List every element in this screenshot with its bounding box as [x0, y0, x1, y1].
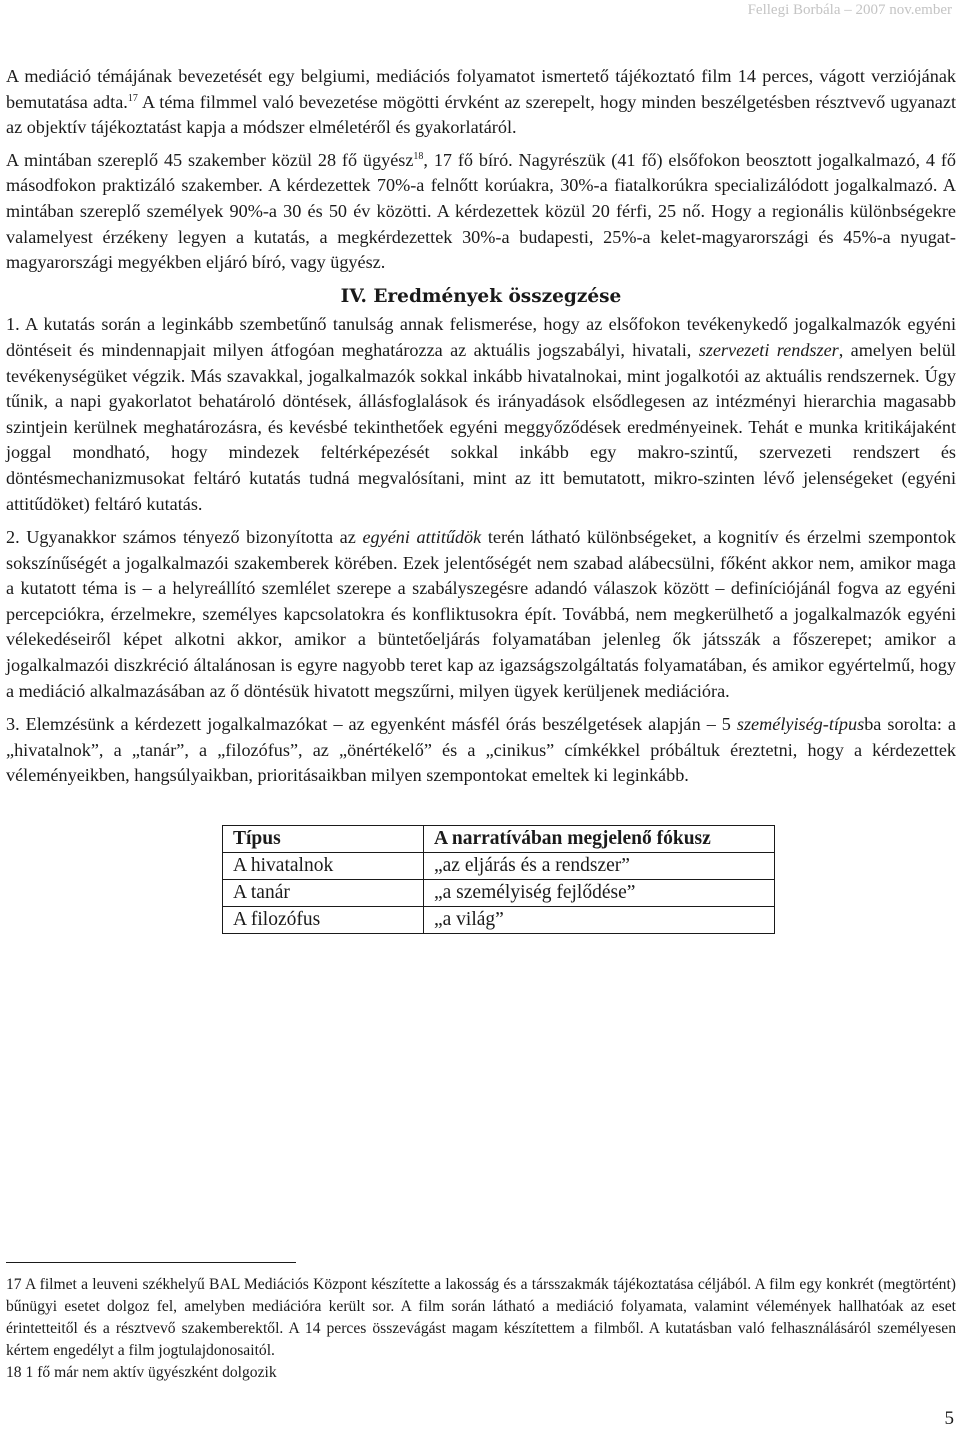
table-cell: A tanár: [223, 880, 424, 907]
paragraph-result-1: 1. A kutatás során a leginkább szembetűnő tanulság annak felismerése, hogy az elsőfokon tevékenykedő jogalkalmazók egyéni döntéseit és mindennapjait milyen átfogóan meghatározza az aktuális jogszabályi, hivatali, szervezeti rendszer, amelyen belül tevékenységüket végzik. Más szavakkal, jogalkalmazók sokkal inkább hivatalnokai, mint jogalkotói az aktuális rendszernek. Úgy tűnik, a napi gyakorlatot behatároló döntések, állásfoglalások és irányadások elsődlegesen az intézményi hierarchia magasabb szintjein kerülnek meghatározásra, és kevésbé tekinthetőek egyéni meggyőződések eredményeinek. Tehát e munka kritikájaként joggal mondható, hogy mindezek feltérképezését sokkal inkább egy makro-szintű, szervezeti rendszert és döntésmechanizmusokat feltáró kutatás tudná megvalósítani, mint az itt bemutatott, mikro-szinten lévő jelenségeket (egyéni attitűdöket) feltáró kutatás.: [6, 314, 956, 514]
personality-types-table: [222, 825, 775, 934]
paragraph-sample: A mintában szereplő 45 szakember közül 28 fő ügyész$^{18}$, 17 fő bíró. Nagyrészük (41 fő) elsőfokon beosztott jogalkalmazó, 4 fő másodfokon praktizáló szakember. A kérdezettek 70%-a felnőtt korúakra, 30%-a fiatalkorúkra specializálódott jogalkalmazó. A mintában szereplő személyek 90%-a 30 és 50 év közötti. A kérdezettek közül 20 férfi, 25 nő. Hogy a regionális különbségekre valamelyest érzékeny legyen a kutatás, a megkérdezettek 30%-a budapesti, 25%-a kelet-magyarországi és 45%-a nyugat-magyarországi megyékben eljáró bíró, vagy ügyész.: [6, 149, 956, 273]
table-cell: „a személyiség fejlődése”: [424, 880, 775, 907]
footnote-17: 17 A filmet a leuveni székhelyű BAL Mediációs Központ készítette a lakosság és a társszakmák tájékoztatása céljából. A film egy konkrét (megtörtént) bűnügyi esetet dolgoz fel, amelyben mediációra került sor. A film során látható a mediáció folyamata, valamint vélemények hallhatóak az eset érintetteitől és a résztvevő szakemberektől. A 14 perces összevágást magam készítettem a filmből. A kutatásban való felhasználásáról személyesen kértem engedélyt a film jogtulajdonosaitól.: [6, 1276, 956, 1359]
footnotes: [6, 1274, 956, 1384]
footnote-ref-17[interactable]: 17: [127, 92, 138, 104]
paragraph-result-2: 2. Ugyanakkor számos tényező bizonyította az egyéni attitűdök terén látható különbségeket, a kognitív és érzelmi szempontok sokszínűségét a jogalkalmazói szakemberek körében. Ezek jelentőségét nem szabad alábecsülni, főként akkor nem, amikor maga a kutatott téma is – a helyreállító szemlélet szerepe a szabályszegésre adandó válaszok között – definíciójánál fogva az egyéni percepciókra, érzelmekre, személyes kapcsolatokra és konfliktusokra épít. Továbbá, nem megkerülhető a jogalkalmazók egyéni vélekedéseiről képet alkotni akkor, amikor a büntetőeljárás folyamatában jelenleg ők játsszák a főszerepet; amikor a jogalkalmazói diszkréció általánosan is egyre nagyobb teret kap az igazságszolgáltatás folyamatában, és amikor egyértelmű, hogy a mediáció alkalmazásában az ő döntésük hivatott megszűrni, milyen ügyek kerüljenek mediációra.: [6, 527, 957, 701]
table-cell: A hivatalnok: [223, 853, 424, 880]
table-header-cell: A narratívában megjelenő fókusz: [424, 826, 775, 853]
paragraph-film-intro: A mediáció témájának bevezetését egy belgiumi, mediációs folyamatot ismertető tájékoztató film 14 perces, vágott verziójának bemutatása adta.$^{17}$ A téma filmmel való bevezetése mögötti érvként az szerepelt, hogy minden beszélgetésben résztvevő ugyanazt az objektív tájékoztatást kapja a módszer elméletéről és gyakorlatáról.: [6, 66, 956, 138]
paragraph-result-3: 3. Elemzésünk a kérdezett jogalkalmazókat – az egyenként másfél órás beszélgetések alapján – 5 személyiség-típusba sorolta: a „hivatalnok”, a „tanár”, a „filozófus”, az „önértékelő” és a „cinikus” címkékkel próbáltuk éreztetni, hogy a kérdezettek véleményeikben, hangsúlyaikban, prioritásaikban milyen szempontokat emeltek ki leginkább.: [6, 714, 956, 786]
page-body: [6, 64, 956, 934]
table-row: [223, 907, 775, 934]
page-number: 5: [944, 1408, 954, 1429]
table-header-cell: Típus: [223, 826, 424, 853]
footnote-ref-18[interactable]: 18: [413, 150, 424, 162]
table-cell: „az eljárás és a rendszer”: [424, 853, 775, 880]
table-cell: A filozófus: [223, 907, 424, 934]
table-header-row: [223, 826, 775, 853]
table-cell: „a világ”: [424, 907, 775, 934]
table-row: [223, 853, 775, 880]
table-row: [223, 880, 775, 907]
running-header: Fellegi Borbála – 2007 nov.ember: [747, 2, 952, 18]
footnote-18: 18 1 fő már nem aktív ügyészként dolgozik: [6, 1364, 277, 1381]
section-title: IV. Eredmények összegzése: [340, 285, 622, 307]
footnote-separator: [6, 1262, 296, 1263]
